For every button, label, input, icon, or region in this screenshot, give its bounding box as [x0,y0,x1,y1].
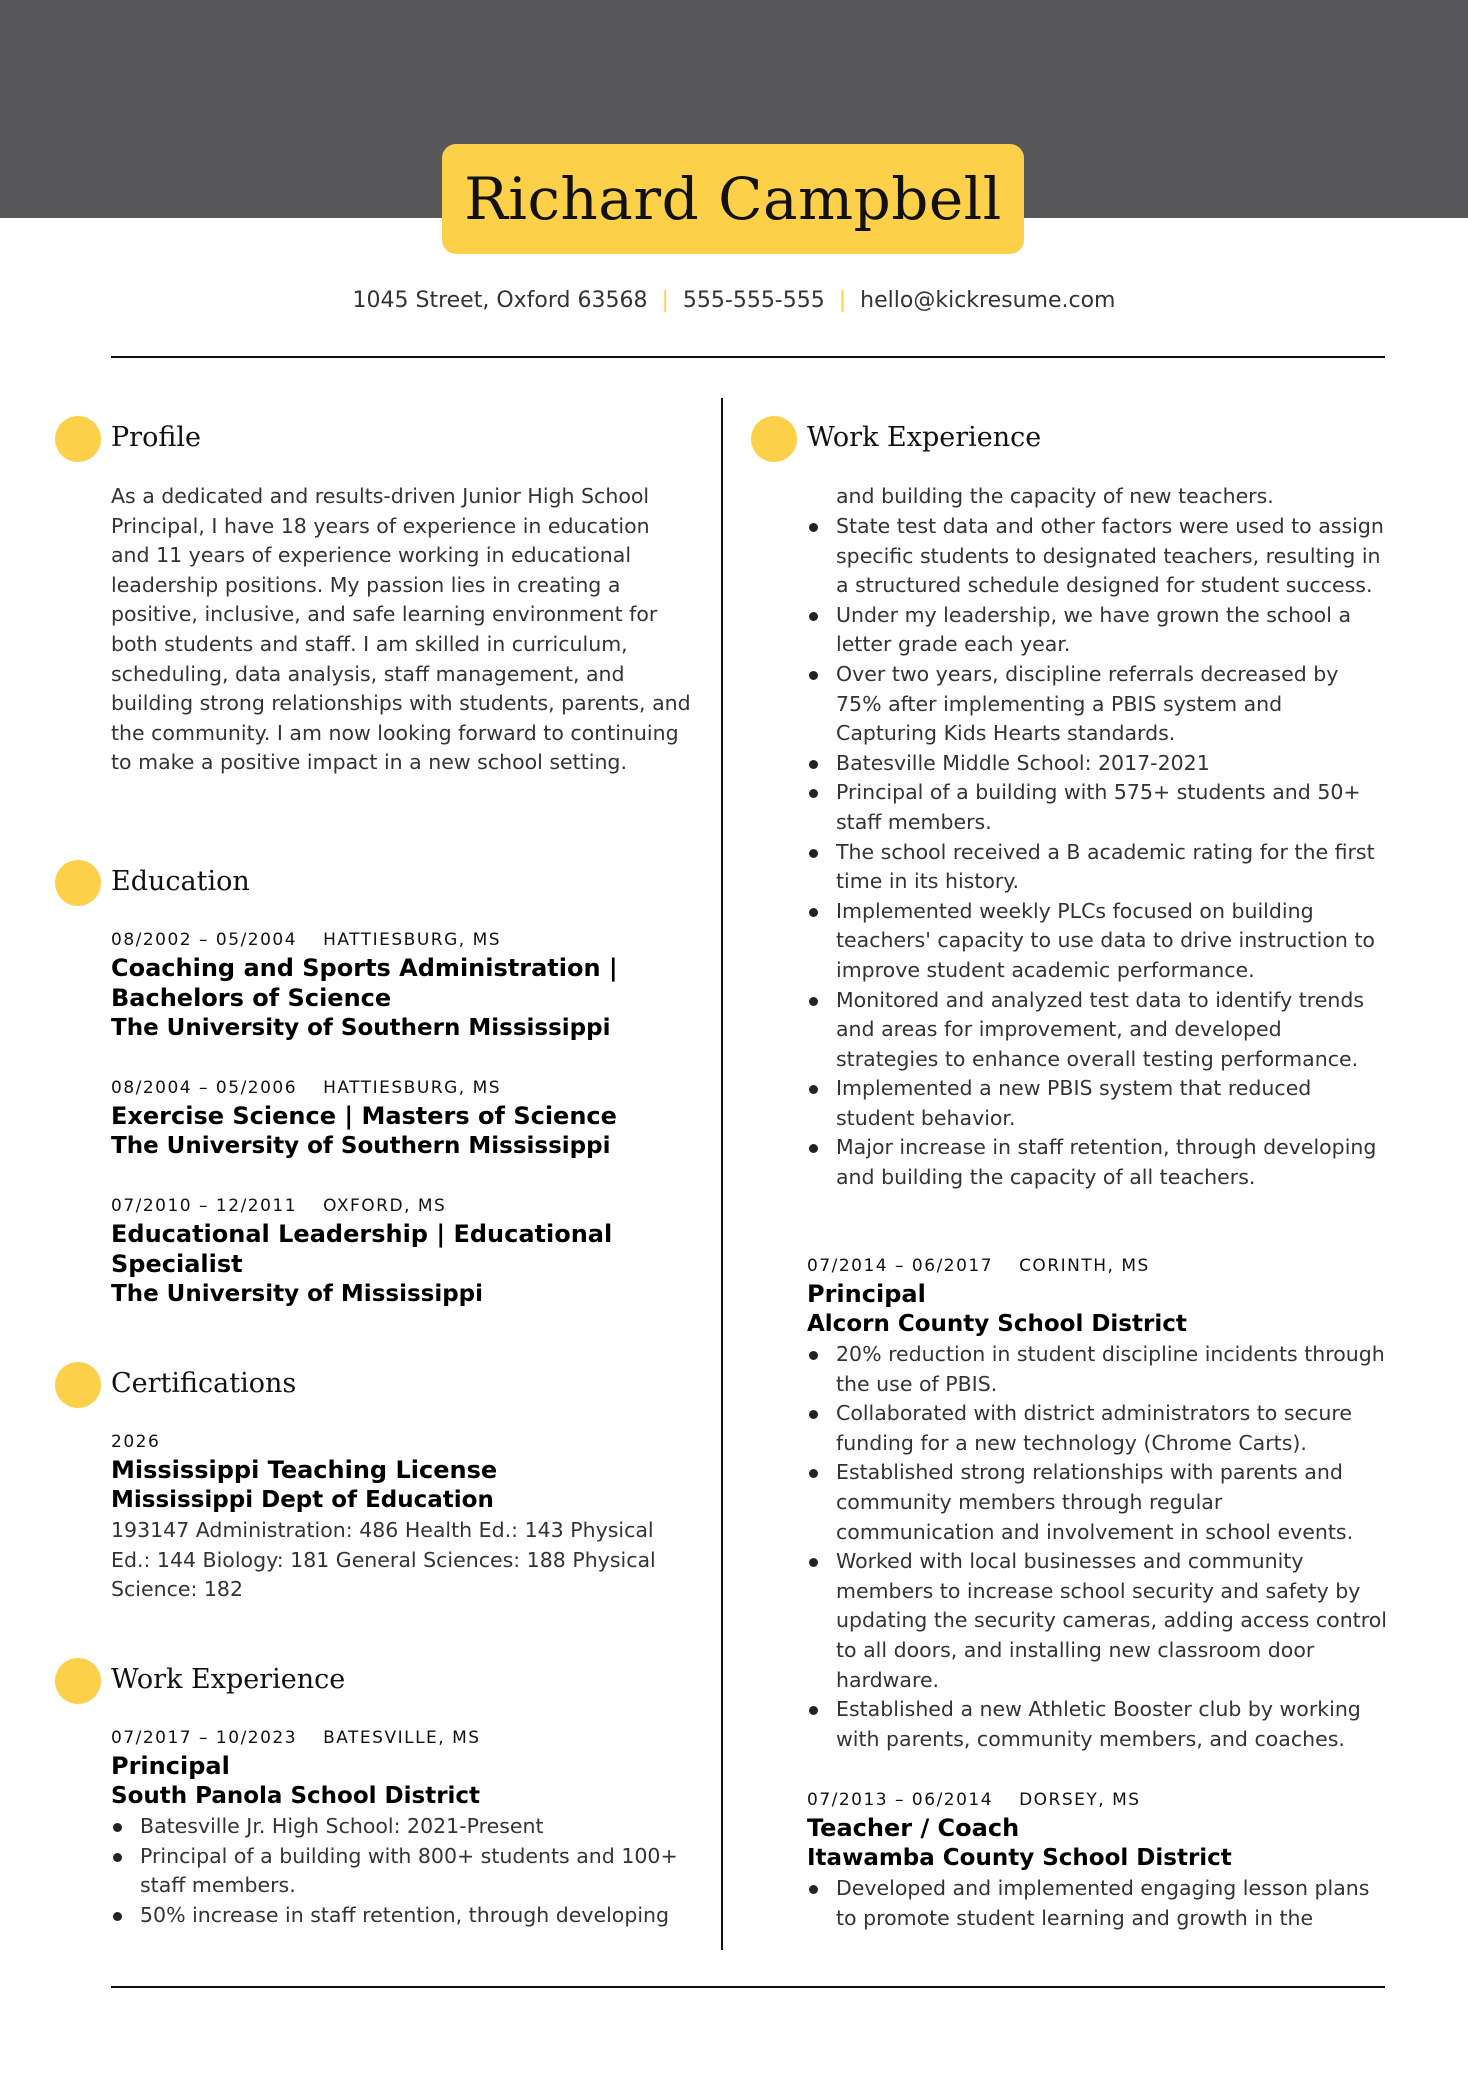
list-item: 50% increase in staff retention, through developing [111,1901,691,1931]
continued-bullet-text: and building the capacity of new teachers. [836,484,1274,508]
section-bullet-icon [55,416,101,462]
contact-line [0,288,1468,313]
job-org: Alcorn County School District [807,1311,1187,1337]
list-item: Implemented weekly PLCs focused on building teachers' capacity to use data to drive instruction to improve student academic performance. [807,897,1387,986]
job-meta: 07/2017 – 10/2023 BATESVILLE, MS [111,1728,481,1748]
job-bullets [807,1874,1387,1933]
job-org: Itawamba County School District [807,1845,1232,1871]
list-item: Under my leadership, we have grown the school a letter grade each year. [807,601,1387,660]
education-school: The University of Mississippi [111,1281,484,1307]
list-item: Implemented a new PBIS system that reduced student behavior. [807,1074,1387,1133]
list-item: Monitored and analyzed test data to identify trends and areas for improvement, and developed strategies to enhance overall testing performance. [807,986,1387,1075]
job-role: Teacher / Coach [807,1814,1020,1842]
education-school: The University of Southern Mississippi [111,1133,611,1159]
list-item: Major increase in staff retention, through developing and building the capacity of all teachers. [807,1133,1387,1192]
education-meta: 08/2002 – 05/2004 HATTIESBURG, MS [111,930,502,950]
job-bullets [807,1340,1387,1754]
list-item: Worked with local businesses and community members to increase school security and safety by updating the security cameras, adding access control to all doors, and installing new classroom door hardware. [807,1547,1387,1695]
list-item: Collaborated with district administrators to secure funding for a new technology (Chrome Carts). [807,1399,1387,1458]
certification-name: Mississippi Teaching License [111,1456,498,1484]
list-item: Established a new Athletic Booster club by working with parents, community members, and coaches. [807,1695,1387,1754]
job-role: Principal [807,1280,926,1308]
job-meta: 07/2013 – 06/2014 DORSEY, MS [807,1790,1141,1810]
separator: | [838,288,847,313]
list-item: Established strong relationships with parents and community members through regular communication and involvement in school events. [807,1458,1387,1547]
education-degree: Exercise Science | Masters of Science [111,1102,617,1130]
candidate-name: Richard Campbell [464,165,1002,233]
education-meta: 08/2004 – 05/2006 HATTIESBURG, MS [111,1078,502,1098]
certification-year: 2026 [111,1432,161,1452]
section-bullet-icon [55,1362,101,1408]
education-degree: Educational Leadership | Educational Specialist [111,1220,613,1278]
section-bullet-icon [55,860,101,906]
name-banner [442,144,1024,254]
job-org: South Panola School District [111,1783,481,1809]
list-item: Batesville Middle School: 2017-2021 [807,749,1387,779]
list-item: State test data and other factors were used to assign specific students to designated teachers, resulting in a structured schedule designed for student success. [807,512,1387,601]
phone: 555-555-555 [682,288,825,313]
job-bullets [807,512,1387,1193]
separator: | [661,288,669,313]
address: 1045 Street, Oxford 63568 [352,288,648,313]
job-role: Principal [111,1752,230,1780]
column-divider [721,398,723,1950]
list-item: Batesville Jr. High School: 2021-Present [111,1812,691,1842]
list-item: 20% reduction in student discipline incidents through the use of PBIS. [807,1340,1387,1399]
profile-title: Profile [111,422,201,453]
work-title: Work Experience [111,1664,346,1695]
education-title: Education [111,866,250,897]
job-bullets [111,1812,691,1930]
education-meta: 07/2010 – 12/2011 OXFORD, MS [111,1196,447,1216]
certification-issuer: Mississippi Dept of Education [111,1487,494,1513]
email: hello@kickresume.com [860,288,1116,313]
certification-details: 193147 Administration: 486 Health Ed.: 143 Physical Ed.: 144 Biology: 181 General Sciences: 188 Physical Science: 182 [111,1518,656,1602]
list-item: Principal of a building with 800+ students and 100+ staff members. [111,1842,691,1901]
section-bullet-icon [55,1658,101,1704]
header-divider [111,356,1385,358]
education-school: The University of Southern Mississippi [111,1015,611,1041]
footer-divider [111,1986,1385,1988]
education-degree: Coaching and Sports Administration | Bachelors of Science [111,954,618,1012]
work-title: Work Experience [807,422,1042,453]
section-bullet-icon [751,416,797,462]
list-item: The school received a B academic rating for the first time in its history. [807,838,1387,897]
list-item: Over two years, discipline referrals decreased by 75% after implementing a PBIS system and Capturing Kids Hearts standards. [807,660,1387,749]
profile-text: As a dedicated and results-driven Junior High School Principal, I have 18 years of experience in education and 11 years of experience working in educational leadership positions. My passion lies in creating a positive, inclusive, and safe learning environment for both students and staff. I am skilled in curriculum, scheduling, data analysis, staff management, and building strong relationships with students, parents, and the community. I am now looking forward to continuing to make a positive impact in a new school setting. [111,484,691,775]
certifications-title: Certifications [111,1368,297,1399]
list-item: Developed and implemented engaging lesson plans to promote student learning and growth in the [807,1874,1387,1933]
list-item: Principal of a building with 575+ students and 50+ staff members. [807,778,1387,837]
job-meta: 07/2014 – 06/2017 CORINTH, MS [807,1256,1150,1276]
